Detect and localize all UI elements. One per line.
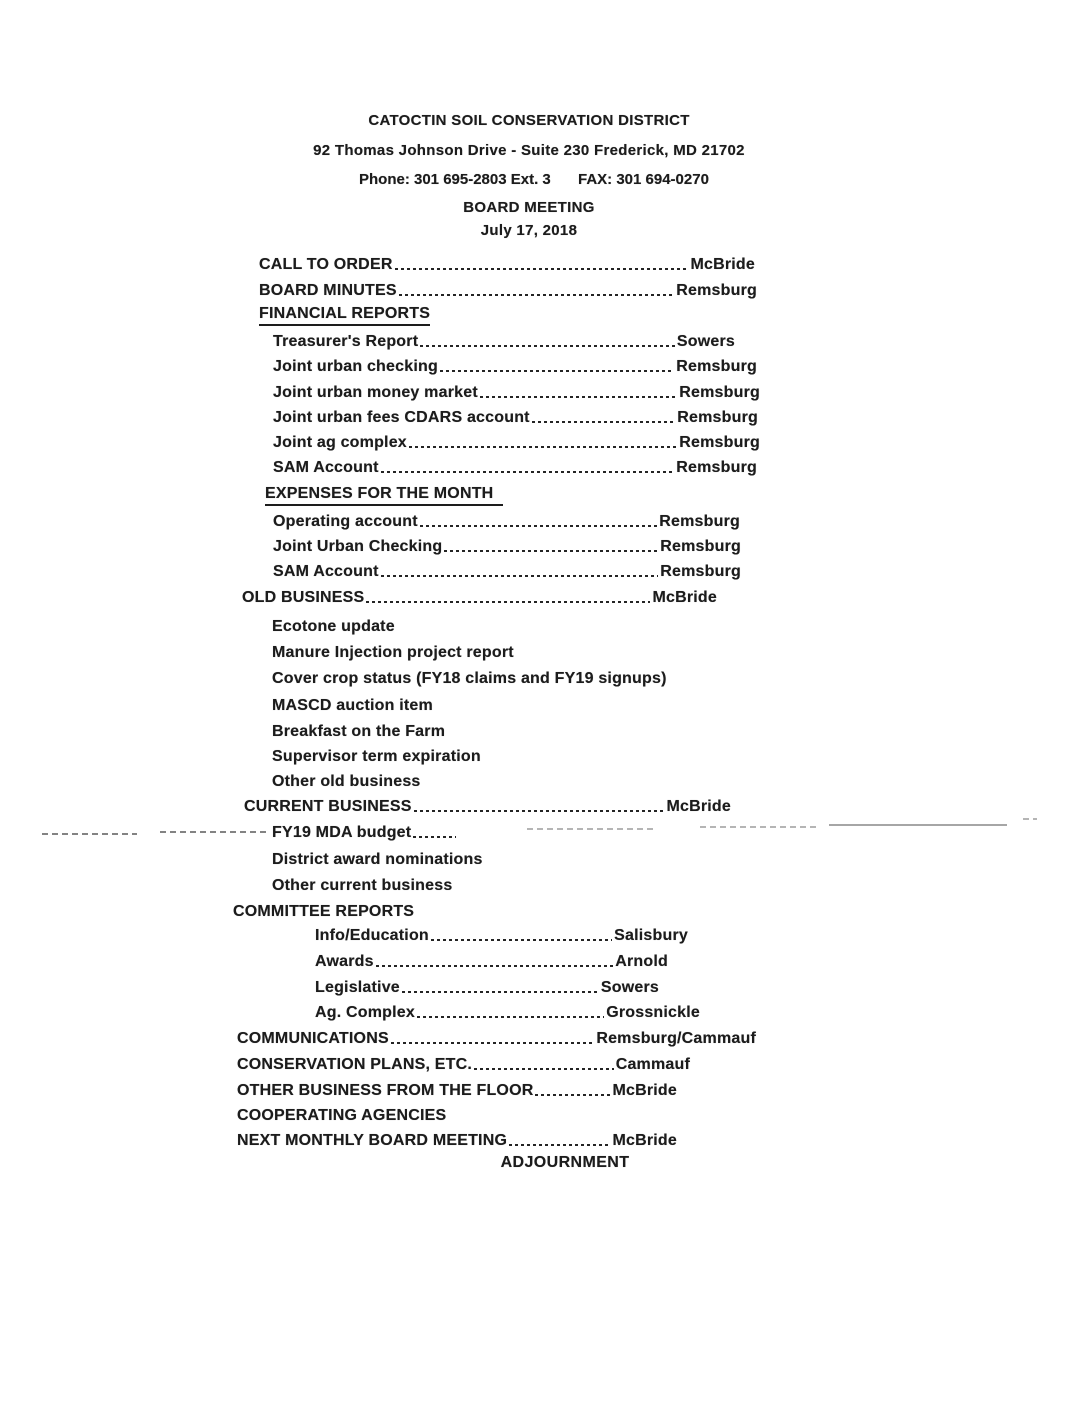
presenter-name: McBride	[690, 256, 755, 273]
agenda-item-label: Operating account	[273, 513, 418, 530]
dotted-leader	[409, 446, 677, 448]
org-address: 92 Thomas Johnson Drive - Suite 230 Frederick, MD 21702	[313, 142, 745, 159]
section-heading-label: COMMITTEE REPORTS	[233, 903, 415, 920]
org-fax: FAX: 301 694-0270	[578, 171, 709, 188]
dotted-leader	[535, 1094, 610, 1096]
agenda-item-label: District award nominations	[272, 851, 483, 868]
org-name: CATOCTIN SOIL CONSERVATION DISTRICT	[368, 112, 690, 129]
presenter-name: Arnold	[615, 953, 668, 970]
agenda-item-label: Treasurer's Report	[273, 333, 419, 350]
agenda-item-label: Breakfast on the Farm	[272, 723, 446, 740]
dotted-leader	[402, 991, 599, 993]
agenda-item-ecotone-update	[272, 616, 395, 636]
dotted-leader	[376, 965, 614, 967]
presenter-name: Remsburg	[660, 563, 741, 580]
agenda-item-board-minutes	[259, 280, 757, 300]
presenter-name: Salisbury	[614, 927, 688, 944]
agenda-section-committee-reports	[233, 901, 414, 921]
dotted-leader	[381, 471, 675, 473]
agenda-item-label: NEXT MONTHLY BOARD MEETING	[237, 1132, 508, 1149]
scan-artifact-line	[42, 833, 137, 835]
agenda-item-label: Ecotone update	[272, 618, 395, 635]
agenda-item-operating-account	[273, 511, 740, 531]
dotted-leader	[420, 525, 658, 527]
scan-artifact-line	[1023, 818, 1037, 820]
meeting-title: BOARD MEETING	[463, 199, 595, 216]
scan-artifact-line	[527, 828, 657, 830]
agenda-item-cover-crop-status	[272, 668, 667, 688]
agenda-item-sam-account-expenses	[273, 561, 741, 581]
dotted-leader	[395, 268, 689, 270]
presenter-name: Cammauf	[615, 1056, 690, 1073]
agenda-item-label: Joint urban checking	[273, 358, 438, 375]
agenda-item-label: Joint Urban Checking	[273, 538, 443, 555]
agenda-item-awards	[315, 951, 668, 971]
presenter-name: Sowers	[676, 333, 735, 350]
presenter-name: Remsburg/Cammauf	[596, 1030, 756, 1047]
section-heading-label: FINANCIAL REPORTS	[259, 304, 430, 326]
presenter-name: Remsburg	[679, 434, 760, 451]
presenter-name: Grossnickle	[606, 1004, 700, 1021]
agenda-item-label: CONSERVATION PLANS, ETC.	[237, 1056, 473, 1073]
scan-artifact-line	[700, 826, 820, 828]
agenda-item-info-education	[315, 925, 688, 945]
dotted-leader	[414, 810, 665, 812]
agenda-item-label: Ag. Complex	[315, 1004, 415, 1021]
agenda-item-communications	[237, 1028, 756, 1048]
agenda-item-label: SAM Account	[273, 563, 379, 580]
agenda-item-label: Other old business	[272, 773, 421, 790]
presenter-name: Remsburg	[677, 409, 758, 426]
presenter-name: McBride	[612, 1082, 677, 1099]
agenda-item-label: CURRENT BUSINESS	[244, 798, 412, 815]
agenda-item-other-current-business	[272, 875, 452, 895]
presenter-name: Sowers	[600, 979, 659, 996]
presenter-name: McBride	[612, 1132, 677, 1149]
agenda-section-financial-reports	[259, 306, 430, 326]
dotted-leader	[440, 370, 674, 372]
agenda-item-label: BOARD MINUTES	[259, 282, 397, 299]
agenda-item-sam-account	[273, 457, 757, 477]
agenda-item-joint-urban-fees-cdars	[273, 407, 758, 427]
presenter-name: Remsburg	[676, 459, 757, 476]
agenda-item-treasurers-report	[273, 331, 735, 351]
agenda-item-label: Cover crop status (FY18 claims and FY19 signups)	[272, 670, 667, 687]
presenter-name: Remsburg	[660, 538, 741, 555]
agenda-item-other-old-business	[272, 771, 421, 791]
agenda-item-joint-urban-checking-expenses	[273, 536, 741, 556]
presenter-name: Remsburg	[659, 513, 740, 530]
agenda-section-expenses-for-the-month	[265, 486, 503, 506]
dotted-leader	[417, 1016, 604, 1018]
scan-artifact-line	[829, 824, 1007, 826]
agenda-item-label: FY19 MDA budget	[272, 824, 412, 841]
agenda-item-district-award-nominations	[272, 849, 483, 869]
meeting-date: July 17, 2018	[480, 222, 578, 239]
presenter-name: McBride	[666, 798, 731, 815]
agenda-item-joint-urban-money-market	[273, 382, 760, 402]
dotted-leader	[509, 1144, 610, 1146]
agenda-item-call-to-order	[259, 254, 755, 274]
agenda-item-other-business-from-floor	[237, 1080, 677, 1100]
presenter-name: Remsburg	[676, 282, 757, 299]
presenter-name: McBride	[652, 589, 717, 606]
agenda-item-legislative	[315, 977, 659, 997]
section-heading-label: EXPENSES FOR THE MONTH	[265, 484, 503, 506]
adjournment-label: ADJOURNMENT	[500, 1154, 630, 1171]
agenda-item-supervisor-term-expiration	[272, 746, 481, 766]
dotted-leader	[413, 836, 456, 838]
dotted-leader	[381, 575, 659, 577]
dotted-leader	[420, 345, 675, 347]
agenda-item-label: Joint ag complex	[273, 434, 407, 451]
agenda-item-label: Joint urban fees CDARS account	[273, 409, 530, 426]
agenda-item-label: Manure Injection project report	[272, 644, 514, 661]
presenter-name: Remsburg	[676, 358, 757, 375]
agenda-item-label: SAM Account	[273, 459, 379, 476]
agenda-item-manure-injection-report	[272, 642, 514, 662]
agenda-item-label: OLD BUSINESS	[242, 589, 365, 606]
agenda-item-label: CALL TO ORDER	[259, 256, 393, 273]
dotted-leader	[532, 421, 676, 423]
agenda-item-label: Joint urban money market	[273, 384, 478, 401]
dotted-leader	[444, 550, 658, 552]
agenda-item-mascd-auction-item	[272, 695, 433, 715]
scan-artifact-line	[160, 831, 270, 833]
dotted-leader	[431, 939, 612, 941]
agenda-item-ag-complex-committee	[315, 1002, 700, 1022]
agenda-item-label: Other current business	[272, 877, 453, 894]
org-phone: Phone: 301 695-2803 Ext. 3	[359, 171, 551, 188]
agenda-item-label: Supervisor term expiration	[272, 748, 481, 765]
agenda-item-label: Info/Education	[315, 927, 429, 944]
agenda-item-cooperating-agencies	[237, 1105, 446, 1125]
agenda-item-next-monthly-board-meeting	[237, 1130, 677, 1150]
agenda-item-label: OTHER BUSINESS FROM THE FLOOR	[237, 1082, 534, 1099]
agenda-item-joint-ag-complex	[273, 432, 760, 452]
agenda-item-fy19-mda-budget	[272, 822, 458, 842]
agenda-item-label: Awards	[315, 953, 374, 970]
presenter-name: Remsburg	[679, 384, 760, 401]
agenda-item-label: COMMUNICATIONS	[237, 1030, 389, 1047]
dotted-leader	[366, 601, 650, 603]
dotted-leader	[391, 1042, 594, 1044]
dotted-leader	[399, 294, 675, 296]
agenda-item-label: MASCD auction item	[272, 697, 433, 714]
agenda-item-label: Legislative	[315, 979, 400, 996]
dotted-leader	[480, 396, 677, 398]
agenda-item-label: COOPERATING AGENCIES	[237, 1107, 447, 1124]
agenda-item-conservation-plans	[237, 1054, 690, 1074]
agenda-item-current-business	[244, 796, 731, 816]
agenda-item-breakfast-on-the-farm	[272, 721, 445, 741]
dotted-leader	[474, 1068, 614, 1070]
agenda-item-old-business	[242, 587, 717, 607]
agenda-item-joint-urban-checking	[273, 356, 757, 376]
